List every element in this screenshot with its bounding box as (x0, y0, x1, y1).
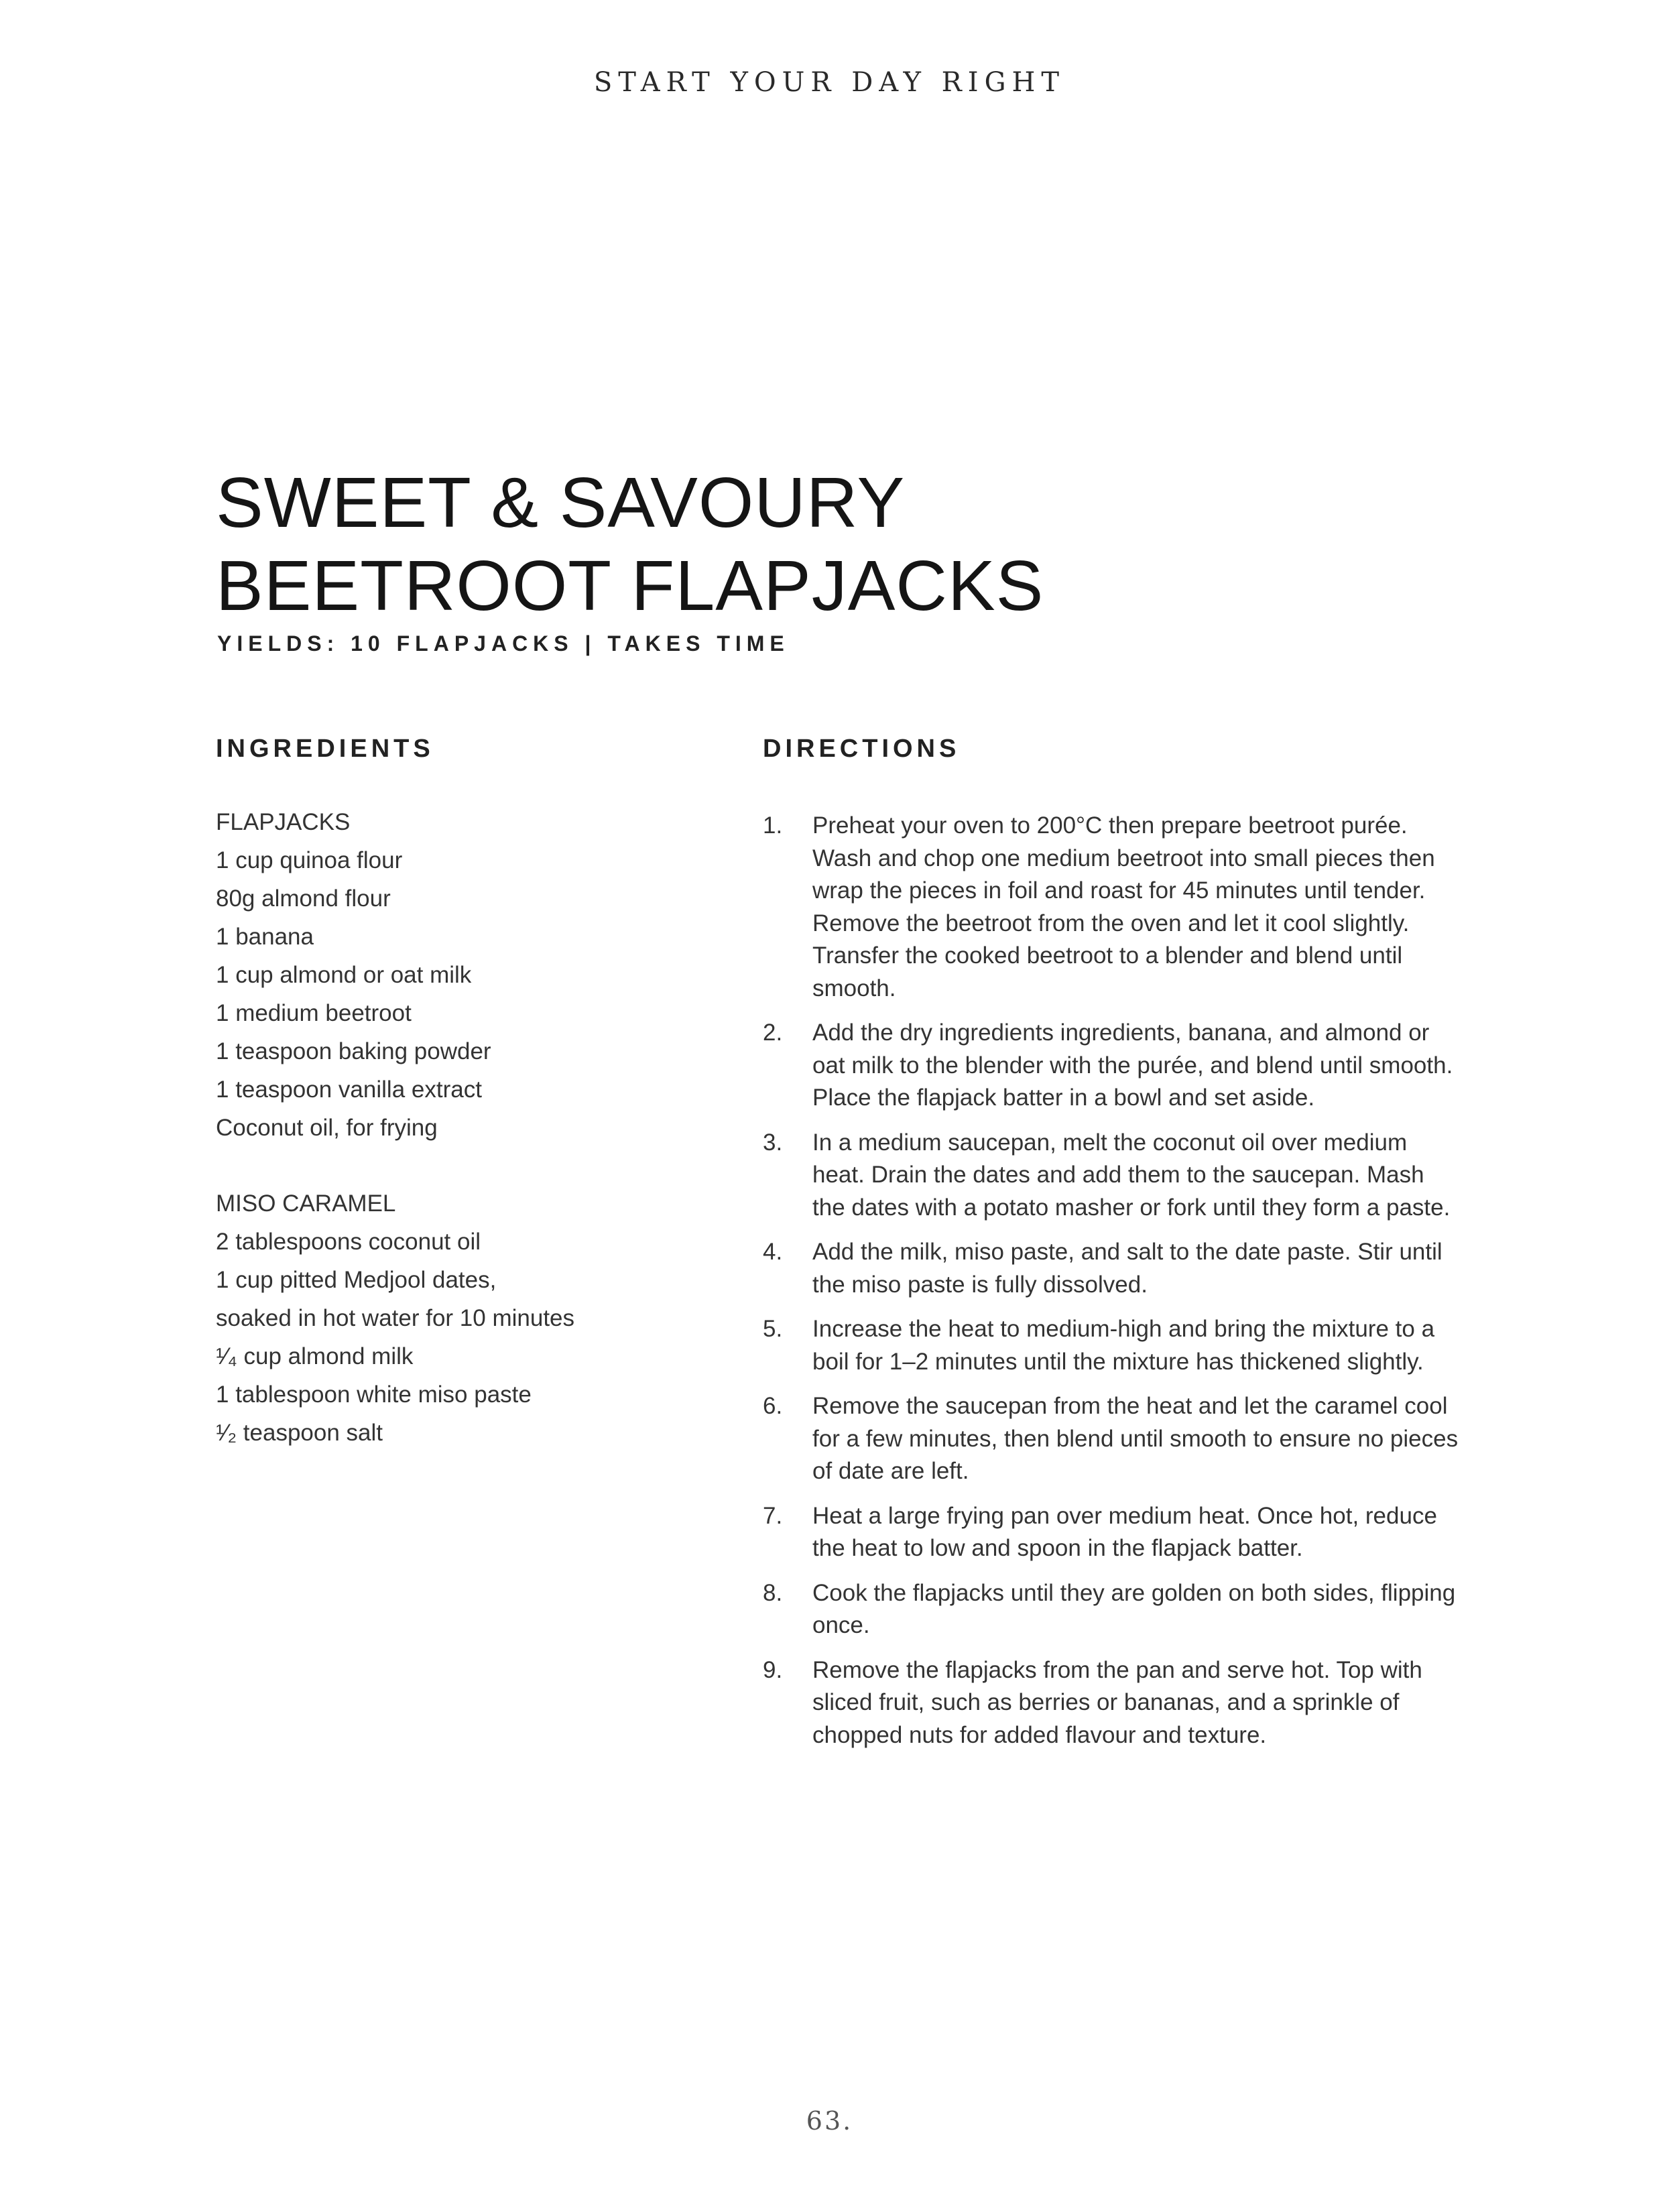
recipe-yield: YIELDS: 10 FLAPJACKS | TAKES TIME (217, 631, 790, 656)
step-number: 1. (763, 812, 783, 839)
page-number: 63. (806, 2106, 853, 2136)
step-text: Add the milk, miso paste, and salt to the date paste. Stir until the miso paste is fully dissolved. (812, 1239, 1442, 1298)
step-text: Heat a large frying pan over medium heat. Once hot, reduce the heat to low and spoon in the flapjack batter. (812, 1502, 1437, 1561)
ingredient-item: 1 cup quinoa flour (216, 847, 403, 873)
recipe-title (216, 461, 1044, 627)
step-text: Remove the saucepan from the heat and let the caramel cool for a few minutes, then blend until smooth to ensure no pieces of date are left. (812, 1393, 1459, 1484)
recipe-title-line-2: BEETROOT FLAPJACKS (216, 546, 1044, 625)
ingredient-item: 80g almond flour (216, 885, 391, 912)
ingredient-item: ¹⁄₂ teaspoon salt (216, 1420, 383, 1446)
step-text: Add the dry ingredients ingredients, banana, and almond or oat milk to the blender with the purée, and blend until smooth. Place the flapjack batter in a bowl and set aside. (812, 1020, 1453, 1111)
direction-step (763, 1577, 1460, 1642)
step-text: Increase the heat to medium-high and bring the mixture to a boil for 1–2 minutes until the mixture has thickened slightly. (812, 1316, 1435, 1375)
ingredient-item: ¹⁄₄ cup almond milk (216, 1343, 414, 1369)
recipe-title-line-1: SWEET & SAVOURY (216, 463, 906, 542)
ingredients-list (216, 803, 752, 1489)
direction-step (763, 810, 1460, 1005)
ingredient-group-title: MISO CARAMEL (216, 1190, 396, 1217)
directions-list (763, 810, 1460, 1764)
step-number: 8. (763, 1579, 783, 1606)
ingredient-group-miso-caramel (216, 1184, 752, 1452)
step-text: Preheat your oven to 200°C then prepare beetroot purée. Wash and chop one medium beetroot into small pieces then wrap the pieces in foil and roast for 45 minutes until tender. Remove the beetroot from the oven and let it cool slightly. Transfer the cooked beetroot to a blender and blend until smooth. (812, 812, 1435, 1001)
ingredient-item: 1 teaspoon baking powder (216, 1038, 491, 1064)
ingredient-item: 1 teaspoon vanilla extract (216, 1077, 482, 1103)
running-header: START YOUR DAY RIGHT (593, 67, 1066, 98)
step-number: 7. (763, 1502, 783, 1529)
ingredient-group-flapjacks (216, 803, 752, 1147)
directions-heading: DIRECTIONS (763, 735, 961, 763)
direction-step (763, 1236, 1460, 1301)
step-number: 6. (763, 1393, 783, 1419)
step-text: Cook the flapjacks until they are golden on both sides, flipping once. (812, 1579, 1456, 1638)
step-number: 9. (763, 1656, 783, 1683)
ingredient-group-title: FLAPJACKS (216, 809, 351, 835)
step-text: In a medium saucepan, melt the coconut oil over medium heat. Drain the dates and add them to the saucepan. Mash the dates with a potato masher or fork until they form a paste. (812, 1129, 1451, 1221)
step-number: 3. (763, 1129, 783, 1156)
ingredient-item: 2 tablespoons coconut oil (216, 1229, 481, 1255)
direction-step (763, 1127, 1460, 1225)
ingredient-item: 1 banana (216, 924, 314, 950)
ingredient-item: 1 cup almond or oat milk (216, 962, 472, 988)
direction-step (763, 1017, 1460, 1115)
direction-step (763, 1390, 1460, 1488)
ingredient-item: 1 cup pitted Medjool dates, (216, 1267, 497, 1293)
direction-step (763, 1313, 1460, 1378)
step-number: 2. (763, 1020, 783, 1046)
ingredient-item: 1 medium beetroot (216, 1000, 412, 1026)
ingredient-item: soaked in hot water for 10 minutes (216, 1305, 575, 1331)
direction-step (763, 1654, 1460, 1752)
ingredient-item: 1 tablespoon white miso paste (216, 1381, 532, 1408)
step-number: 4. (763, 1239, 783, 1265)
direction-step (763, 1500, 1460, 1565)
ingredient-item: Coconut oil, for frying (216, 1115, 438, 1141)
step-text: Remove the flapjacks from the pan and serve hot. Top with sliced fruit, such as berries or bananas, and a sprinkle of chopped nuts for added flavour and texture. (812, 1656, 1422, 1748)
step-number: 5. (763, 1316, 783, 1342)
ingredients-heading: INGREDIENTS (216, 735, 434, 763)
